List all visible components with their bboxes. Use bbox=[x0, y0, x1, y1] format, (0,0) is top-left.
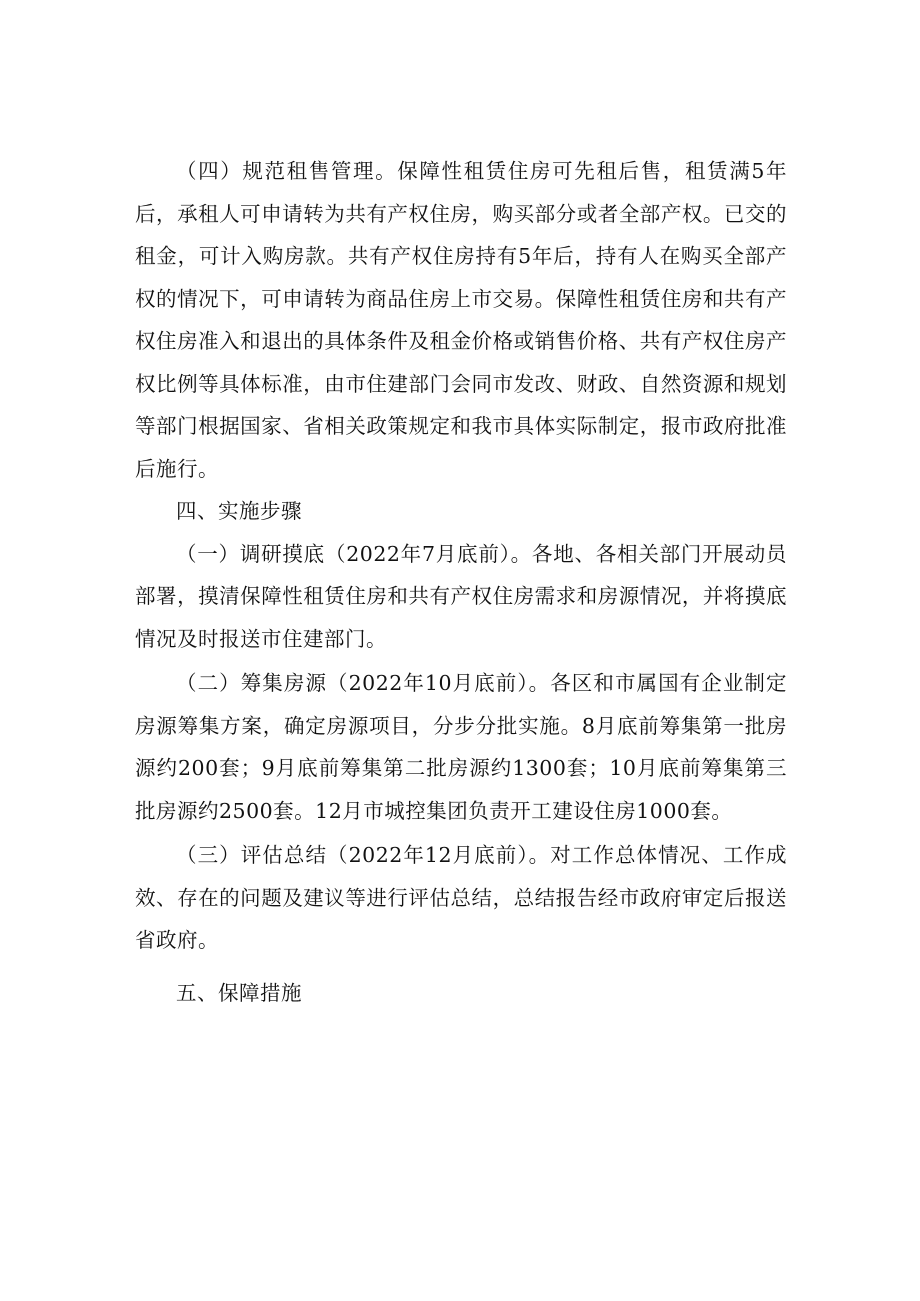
document-body bbox=[135, 150, 787, 1014]
paragraph-survey: （一）调研摸底（2022年7月底前）。各地、各相关部门开展动员部署，摸清保障性租赁住房和共有产权住房需求和房源情况，并将摸底情况及时报送市住建部门。 bbox=[135, 541, 787, 651]
paragraph-evaluation-summary: （三）评估总结（2022年12月底前）。对工作总体情况、工作成效、存在的问题及建议等进行评估总结，总结报告经市政府审定后报送省政府。 bbox=[135, 843, 787, 952]
paragraph-housing-raising: （二）筹集房源（2022年10月底前）。各区和市属国有企业制定房源筹集方案，确定房源项目，分步分批实施。8月底前筹集第一批房源约200套；9月底前筹集第二批房源约1300套；10月底前筹集第三批房源约2500套。12月市城控集团负责开工建设住房1000套。 bbox=[135, 671, 787, 823]
section-heading-safeguard-measures: 五、保障措施 bbox=[176, 980, 302, 1005]
paragraph-rent-sale-management: （四）规范租售管理。保障性租赁住房可先租后售，租赁满5年后，承租人可申请转为共有产权住房，购买部分或者全部产权。已交的租金，可计入购房款。共有产权住房持有5年后，持有人在购买全部产权的情况下，可申请转为商品住房上市交易。保障性租赁住房和共有产权住房准入和退出的具体条件及租金价格或销售价格、共有产权住房产权比例等具体标准，由市住建部门会同市发改、财政、自然资源和规划等部门根据国家、省相关政策规定和我市具体实际制定，报市政府批准后施行。 bbox=[135, 159, 787, 481]
section-heading-implementation-steps: 四、实施步骤 bbox=[176, 499, 302, 523]
